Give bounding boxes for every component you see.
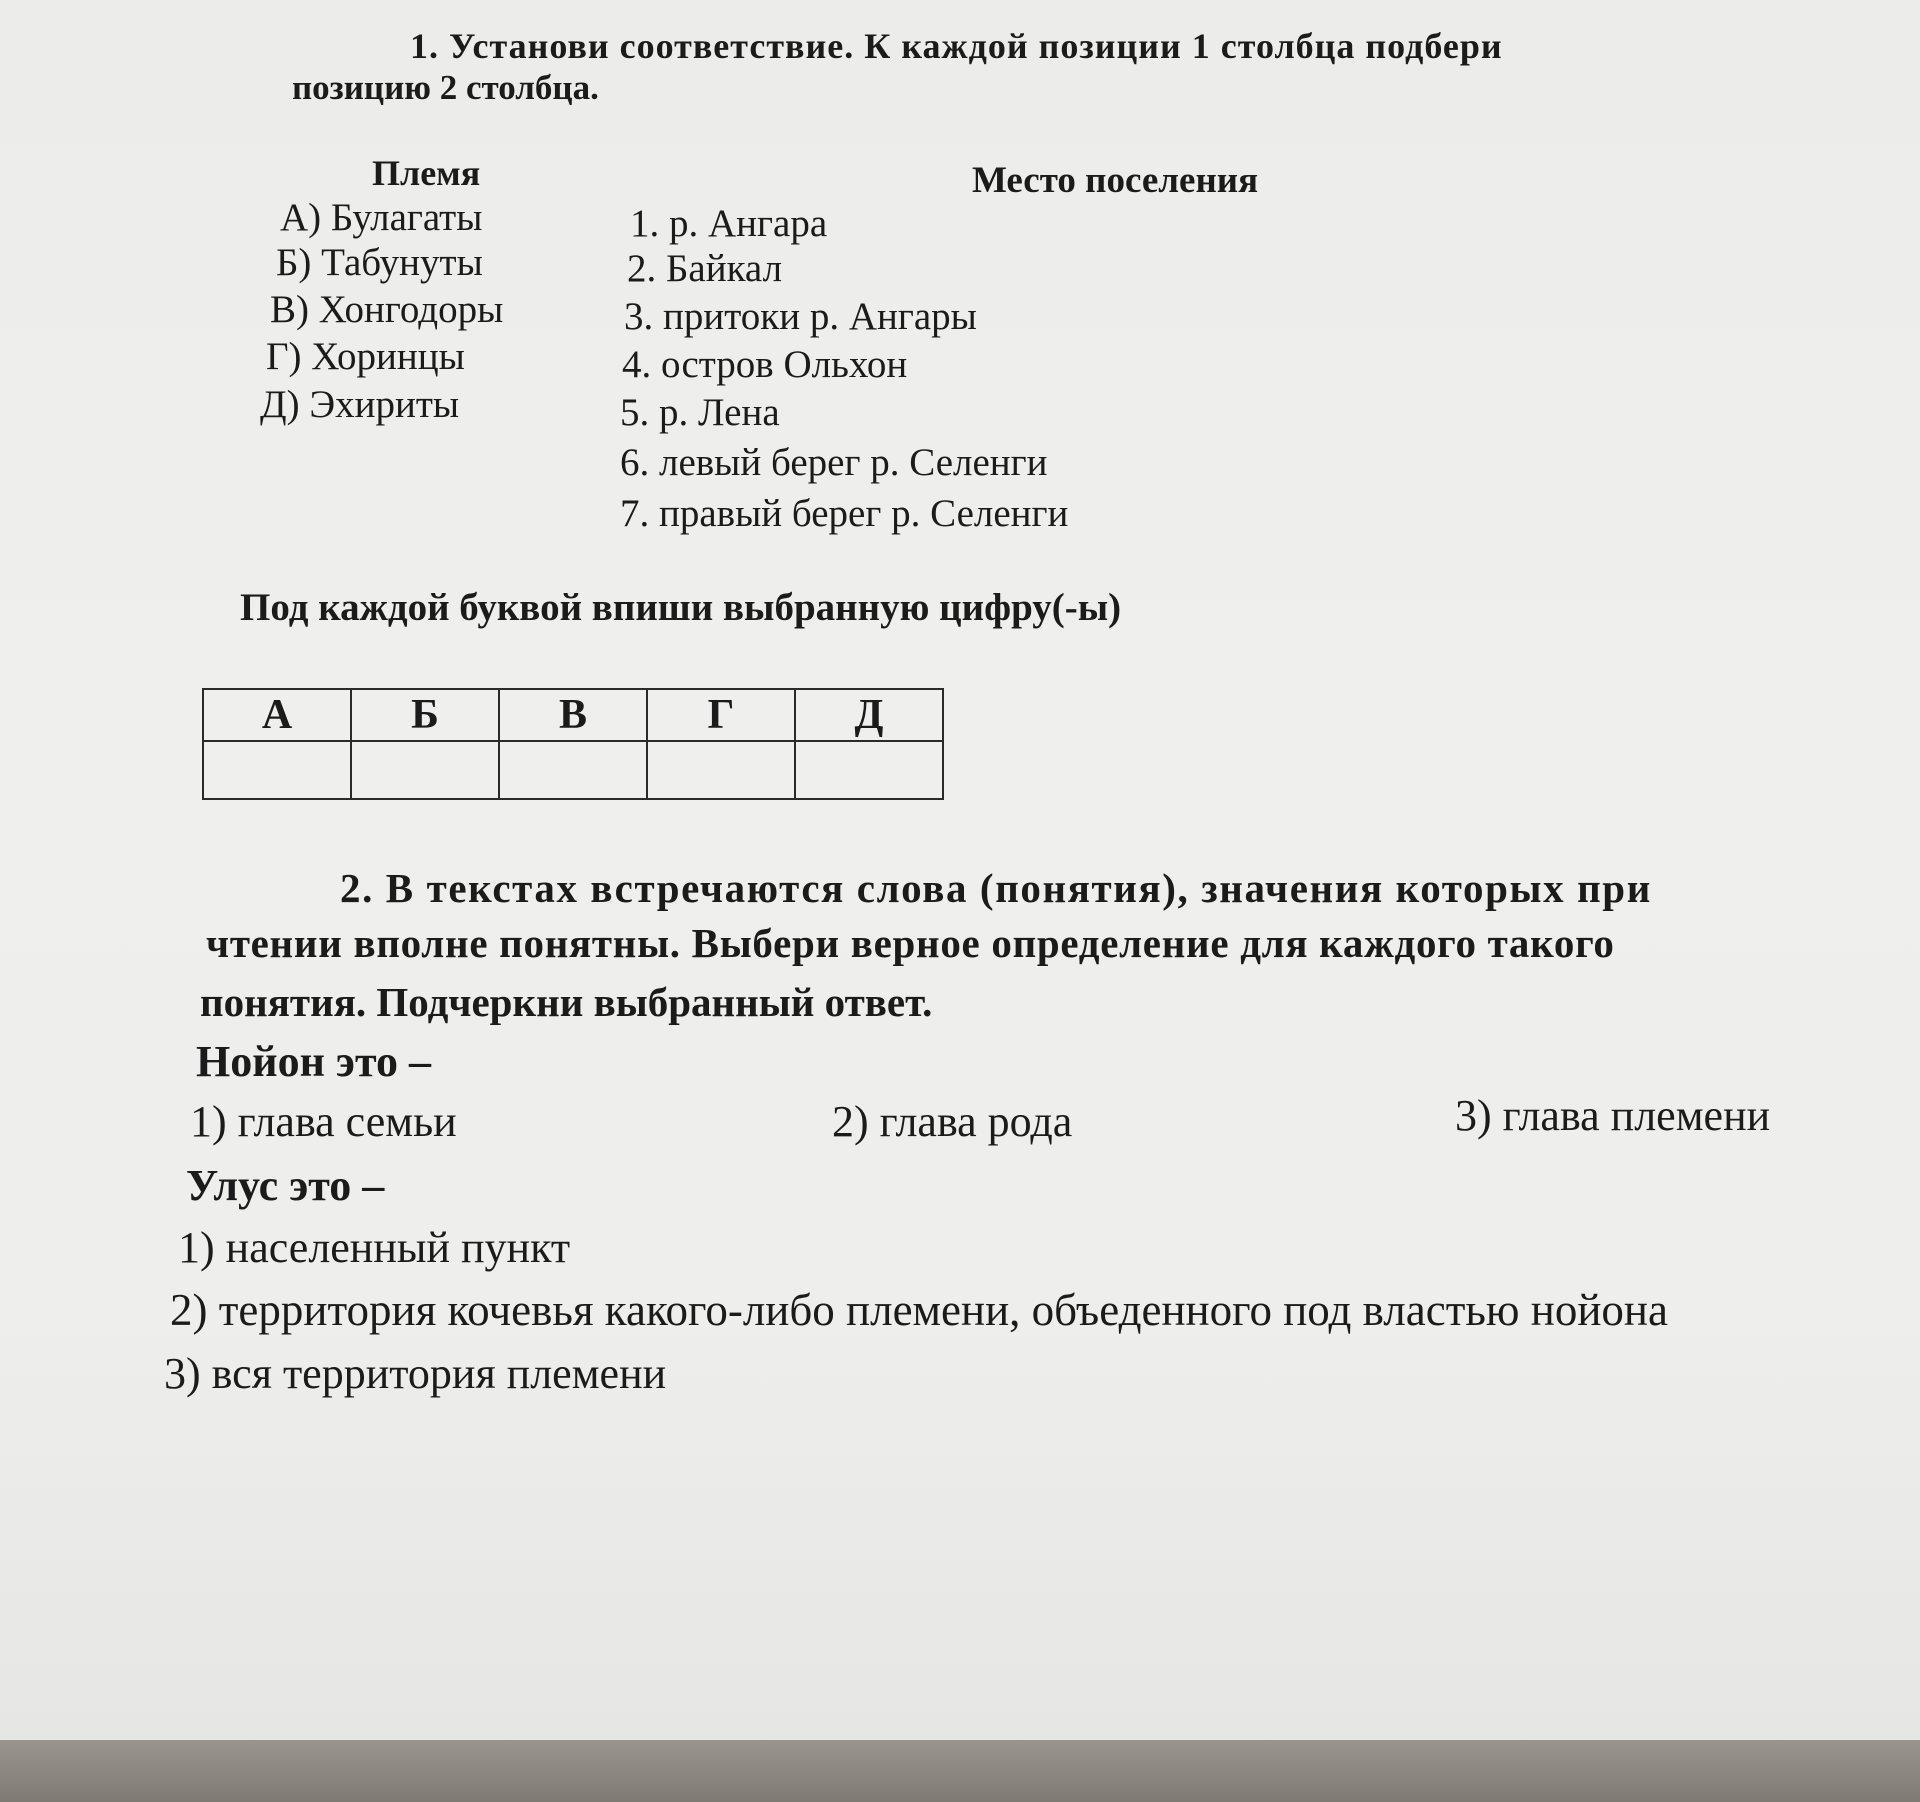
- place-item: 5. р. Лена: [620, 391, 780, 434]
- place-item: 4. остров Ольхон: [622, 343, 908, 386]
- answer-cell-a[interactable]: [203, 741, 351, 799]
- tribe-item: Б) Табунуты: [276, 241, 483, 284]
- column-header-tribe: Племя: [372, 153, 481, 193]
- ulus-option-2[interactable]: 2) территория кочевья какого-либо племени, объеденного под властью нойона: [170, 1285, 1668, 1335]
- term-ulus: Улус это –: [186, 1161, 385, 1210]
- answer-header-d: Д: [795, 689, 943, 741]
- answer-header-b: Б: [351, 689, 499, 741]
- place-item: 6. левый берег р. Селенги: [620, 441, 1048, 484]
- task2-line2: чтении вполне понятны. Выбери верное определение для каждого такого: [206, 920, 1615, 966]
- place-item: 1. р. Ангара: [630, 202, 828, 245]
- term-noyon: Нойон это –: [196, 1037, 431, 1086]
- place-item: 3. притоки р. Ангары: [624, 295, 977, 338]
- task1-instruction: Под каждой буквой впиши выбранную цифру(-ы): [240, 586, 1122, 629]
- answer-header-g: Г: [647, 689, 795, 741]
- tribe-item: Г) Хоринцы: [266, 335, 465, 378]
- answer-cell-d[interactable]: [795, 741, 943, 799]
- tribe-item: А) Булагаты: [280, 196, 483, 239]
- noyon-option-1[interactable]: 1) глава семьи: [190, 1097, 457, 1146]
- answer-cell-b[interactable]: [351, 741, 499, 799]
- noyon-option-3[interactable]: 3) глава племени: [1455, 1091, 1771, 1140]
- task2-line1: 2. В текстах встречаются слова (понятия), значения которых при: [340, 865, 1652, 911]
- answer-cell-v[interactable]: [499, 741, 647, 799]
- answer-table-value-row: [203, 741, 943, 799]
- tribe-item: Д) Эхириты: [260, 383, 460, 426]
- place-item: 7. правый берег р. Селенги: [620, 492, 1069, 535]
- noyon-option-2[interactable]: 2) глава рода: [832, 1097, 1073, 1146]
- task1-title-line2: позицию 2 столбца.: [292, 68, 599, 107]
- background-surface: [0, 1740, 1920, 1802]
- answer-header-a: А: [203, 689, 351, 741]
- task1-title-line1: 1. Установи соответствие. К каждой позиции 1 столбца подбери: [410, 26, 1503, 66]
- answer-header-v: В: [499, 689, 647, 741]
- ulus-option-3[interactable]: 3) вся территория племени: [164, 1349, 667, 1398]
- place-item: 2. Байкал: [627, 247, 783, 290]
- tribe-item: В) Хонгодоры: [270, 288, 504, 331]
- answer-cell-g[interactable]: [647, 741, 795, 799]
- answer-table: [202, 688, 944, 800]
- ulus-option-1[interactable]: 1) населенный пункт: [178, 1223, 571, 1272]
- column-header-place: Место поселения: [972, 160, 1259, 201]
- task2-line3: понятия. Подчеркни выбранный ответ.: [200, 979, 933, 1025]
- answer-table-header-row: [203, 689, 943, 741]
